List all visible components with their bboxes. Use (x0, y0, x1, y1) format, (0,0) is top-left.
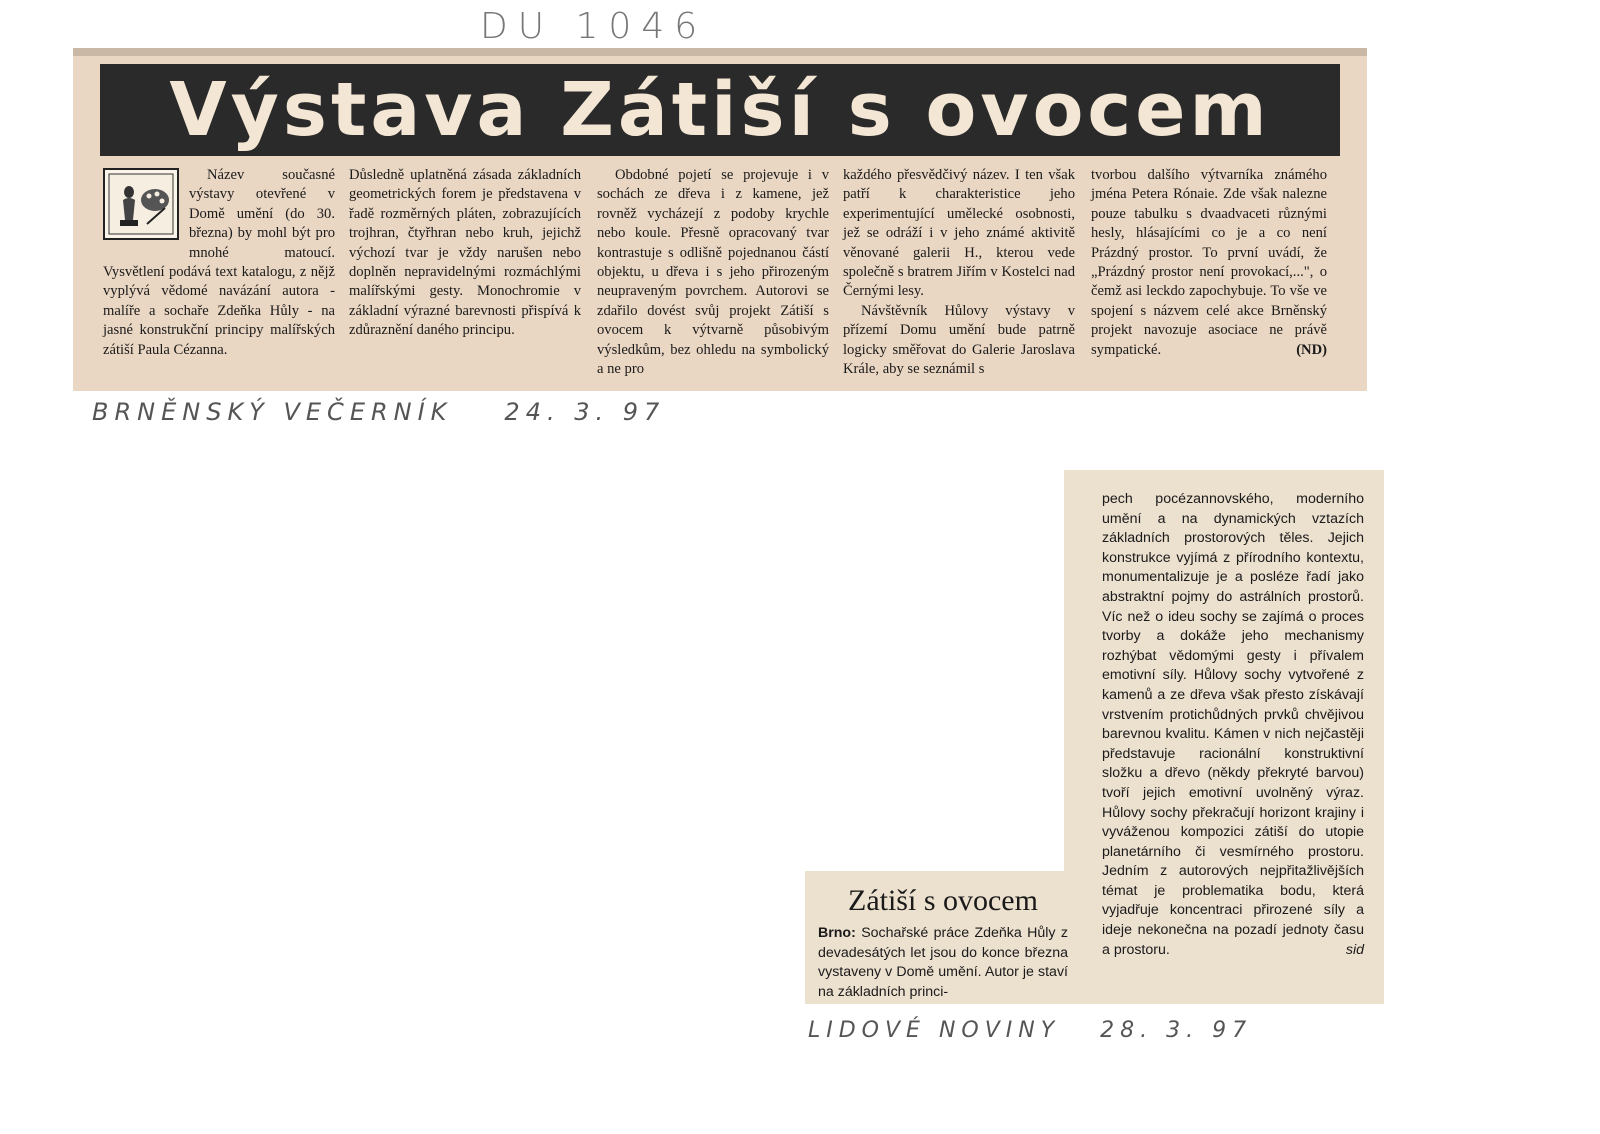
statue-palette-icon (103, 168, 179, 240)
handwritten-source-label (808, 1018, 1252, 1043)
source-date: 24. 3. 97 (504, 398, 666, 426)
article-text: Název současné výstavy otevřené v Domě umění (do 30. března) by mohl být pro mnohé matoucí. Vysvětlení podává text katalogu, z nějž vyplývá vědomé navázání autora - malíře a sochaře Zdeňka Hůly - na jasné konstrukční principy malířských zátiší Paula Cézanna. (103, 167, 335, 358)
clipping-edge-strip (73, 48, 1367, 56)
dateline: Brno: (818, 925, 856, 941)
source-date: 28. 3. 97 (1100, 1018, 1253, 1043)
article-text: Důsledně uplatněná zásada základních geometrických forem je představena v řadě rozměrných pláten, zobrazujících trojhran, čtyřhran nebo kruh, jejichž výchozí tvar je vždy narušen nebo doplněn nepravidelnými rozmáchlými malířskými gesty. Monochromie v základní výrazné barevnosti přispívá k zdůraznění daného principu. (349, 167, 581, 339)
article-column-3 (597, 166, 829, 379)
article-text: Obdobné pojetí se projevuje i v sochách ze dřeva i z kamene, jež rovněž vycházejí z podoby krychle nebo koule. Přesně opracovaný tvar kontrastuje s odlišně pojednanou částí objektu, u dřeva i s jeho přirozeným neupraveným povrchem. Autorovi se zdařilo dovést svůj projekt Zátiší s ovocem k výtvarně působivým výsledkům, bez ohledu na symbolický a ne pro (597, 167, 829, 378)
source-name: LIDOVÉ NOVINY (808, 1018, 1061, 1043)
article-text (1091, 166, 1327, 360)
article-text-body: pech pocézannovského, moderního umění a na dynamických vztazích základních prostorových těles. Jejich konstrukce vyjímá z přírodního kontextu, monumentalizuje je a posléze řadí jako abstraktní pojmy do astrálních prostorů. Víc než o ideu sochy se zajímá o proces tvorby a dokáže jeho mechanismy rozhýbat vědomými gesty i přívalem emotivní síly. Hůlovy sochy vytvořené z kamenů a ze dřeva však přesto získávají vrstvením protichůdných prvků chvějivou barevnou kvalitu. Kámen v nich nejčastěji představuje racionální konstruktivní složku a dřevo (někdy překryté barvou) tvoří jejich emotivní uvolněný výraz. Hůlovy sochy překračují horizont krajiny i vyváženou kompozici zátiší do utopie planetárního či vesmírného prostoru. Jedním z autorových nejpřitažlivějších témat je problematika bodu, která vyjadřuje koncentraci přirozené síly a ideje nekonečna na pozadí jednoty času a prostoru. (1102, 491, 1364, 958)
article-body (1102, 490, 1364, 960)
article-column-4 (843, 166, 1075, 379)
article-column-1 (103, 166, 335, 360)
author-signature: (ND) (1296, 341, 1327, 358)
clipping-brnensky-vecernik (73, 48, 1367, 391)
article-title: Zátiší s ovocem (848, 884, 1038, 917)
article-column-5 (1091, 166, 1327, 360)
archive-code-handwritten: DU 1046 (480, 6, 708, 47)
article-lead (818, 924, 1068, 1002)
headline: Výstava Zátiší s ovocem (100, 64, 1340, 156)
source-name: BRNĚNSKÝ VEČERNÍK (92, 398, 453, 426)
article-text: Návštěvník Hůlovy výstavy v přízemí Domu umění bude patrně logicky směřovat do Galerie Jaroslava Krále, aby se seznámil s (843, 302, 1075, 378)
handwritten-source-label (92, 398, 665, 426)
author-signature: sid (1345, 941, 1364, 958)
article-text: každého přesvědčivý název. I ten však patří k charakteristice jeho experimentující umělecké osobnosti, jež se odráží i v jeho známé aktivitě věnované galerii H., kterou vede společně s bratrem Jiřím v Kostelci nad Černými lesy. (843, 167, 1075, 300)
article-text-body: tvorbou dalšího výtvarníka známého jména Petera Rónaie. Zde však nalezne pouze tabulku s dvaadvaceti různými hesly, hlásajícími co je a co není Prázdný prostor. To první uvádí, že „Prázdný prostor není provokací,...", o čemž asi leckdo zapochybuje. To vše ve spojení s názvem celé akce Brněnský projekt navozuje asociace ne právě sympatické. (1091, 167, 1327, 358)
article-column-2 (349, 166, 581, 341)
lead-text: Sochařské práce Zdeňka Hůly z devadesátých let jsou do konce března vystaveny v Domě umění. Autor je staví na základních princi- (818, 925, 1068, 1000)
article-text (1102, 490, 1364, 960)
